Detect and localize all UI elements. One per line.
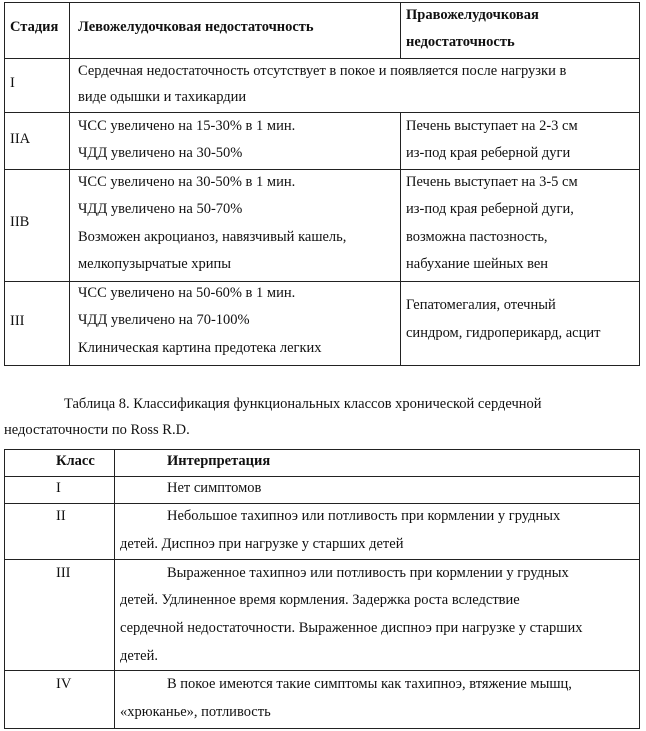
interpretation-line: В покое имеются такие симптомы как тахипноэ, втяжение мышц,	[167, 676, 572, 692]
left-cell-line: ЧДД увеличено на 30-50%	[78, 145, 243, 161]
right-cell-line: Печень выступает на 2-3 см	[406, 118, 578, 134]
header-right-failure-line1: Правожелудочковая	[406, 7, 539, 23]
interpretation-line: детей.	[120, 648, 158, 664]
class-label: II	[56, 508, 66, 524]
merged-cell-line: Сердечная недостаточность отсутствует в покое и появляется после нагрузки в	[78, 63, 567, 79]
left-cell-line: ЧДД увеличено на 70-100%	[78, 312, 250, 328]
left-cell-line: мелкопузырчатые хрипы	[78, 256, 232, 272]
row-stage-label: I	[10, 75, 15, 91]
left-cell-line: ЧСС увеличено на 15-30% в 1 мин.	[78, 118, 296, 134]
interpretation-line: Выраженное тахипноэ или потливость при кормлении у грудных	[167, 565, 569, 581]
interpretation-line: Небольшое тахипноэ или потливость при кормлении у грудных	[167, 508, 561, 524]
class-label: III	[56, 565, 71, 581]
header-right-failure-line2: недостаточность	[406, 34, 515, 50]
header-class: Класс	[56, 453, 95, 469]
row-stage-label: III	[10, 313, 25, 329]
caption-line: Таблица 8. Классификация функциональных классов хронической сердечной	[64, 396, 542, 412]
interpretation-line: сердечной недостаточности. Выраженное диспноэ при нагрузке у старших	[120, 620, 583, 636]
right-cell-line: из-под края реберной дуги	[406, 145, 571, 161]
right-cell-line: возможна пастозность,	[406, 229, 548, 245]
interpretation-line: «хрюканье», потливость	[120, 704, 271, 720]
row-stage-label: IIB	[10, 214, 30, 230]
left-cell-line: Возможен акроцианоз, навязчивый кашель,	[78, 229, 347, 245]
interpretation-line: Нет симптомов	[167, 480, 262, 496]
header-interpretation: Интерпретация	[167, 453, 271, 469]
left-cell-line: ЧДД увеличено на 50-70%	[78, 201, 243, 217]
class-label: IV	[56, 676, 72, 692]
class-label: I	[56, 480, 61, 496]
interpretation-line: детей. Удлиненное время кормления. Задержка роста вследствие	[120, 592, 520, 608]
merged-cell-line: виде одышки и тахикардии	[78, 89, 247, 105]
left-cell-line: ЧСС увеличено на 50-60% в 1 мин.	[78, 285, 296, 301]
row-stage-label: IIA	[10, 131, 31, 147]
right-cell-line: синдром, гидроперикард, асцит	[406, 325, 601, 341]
right-cell-line: набухание шейных вен	[406, 256, 549, 272]
caption-line: недостаточности по Ross R.D.	[4, 422, 190, 438]
right-cell-line: Гепатомегалия, отечный	[406, 297, 556, 313]
right-cell-line: из-под края реберной дуги,	[406, 201, 574, 217]
left-cell-line: Клиническая картина предотека легких	[78, 340, 322, 356]
right-cell-line: Печень выступает на 3-5 см	[406, 174, 578, 190]
interpretation-line: детей. Диспноэ при нагрузке у старших детей	[120, 536, 404, 552]
header-stage: Стадия	[10, 19, 59, 35]
left-cell-line: ЧСС увеличено на 30-50% в 1 мин.	[78, 174, 296, 190]
header-left-failure: Левожелудочковая недостаточность	[78, 19, 314, 35]
